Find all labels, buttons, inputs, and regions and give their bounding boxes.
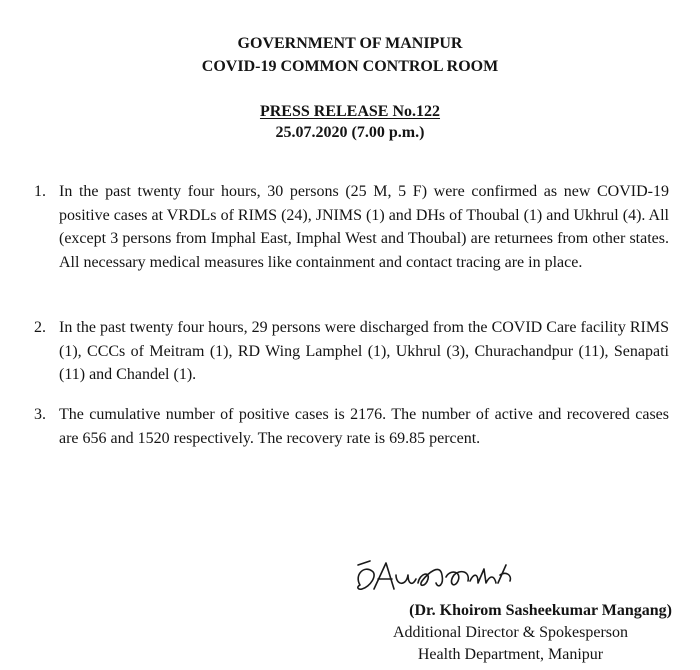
signatory-designation-text: Additional Director & Spokesperson bbox=[392, 624, 629, 641]
list-item-number: 2. bbox=[34, 319, 46, 336]
header-government: GOVERNMENT OF MANIPUR bbox=[237, 35, 463, 52]
list-item-text: The cumulative number of positive cases is 2176. The number of active and recovered cases are 656 and 1520 respectively. The recovery rate is 69.85 percent. bbox=[59, 406, 669, 447]
list-item-text: In the past twenty four hours, 29 persons were discharged from the COVID Care facility RIMS (1), CCCs of Meitram (1), RD Wing Lamphel (1), Ukhrul (3), Churachandpur (11), Senapati (11) and Chandel (1). bbox=[59, 319, 669, 383]
press-release-title-text: PRESS RELEASE No.122 bbox=[259, 103, 441, 120]
press-release-title bbox=[0, 101, 700, 123]
list-item-number: 3. bbox=[34, 406, 46, 423]
signatory-department-text: Health Department, Manipur bbox=[417, 646, 604, 663]
signatory-designation bbox=[0, 622, 672, 644]
header-control-room: COVID-19 COMMON CONTROL ROOM bbox=[201, 58, 499, 75]
signatory-name: (Dr. Khoirom Sasheekumar Mangang) bbox=[409, 602, 672, 619]
signatory-department bbox=[0, 644, 672, 666]
handwritten-signature bbox=[350, 553, 530, 603]
list-item-number: 1. bbox=[34, 183, 46, 200]
press-release-date: 25.07.2020 (7.00 p.m.) bbox=[275, 124, 425, 141]
list-item-text: In the past twenty four hours, 30 persons (25 M, 5 F) were confirmed as new COVID-19 positive cases at VRDLs of RIMS (24), JNIMS (1) and DHs of Thoubal (1) and Ukhrul (4). All (except 3 persons from Imphal East, Imphal West and Thoubal) are returnees from other states. All necessary medical measures like containment and contact tracing are in place. bbox=[59, 183, 669, 271]
